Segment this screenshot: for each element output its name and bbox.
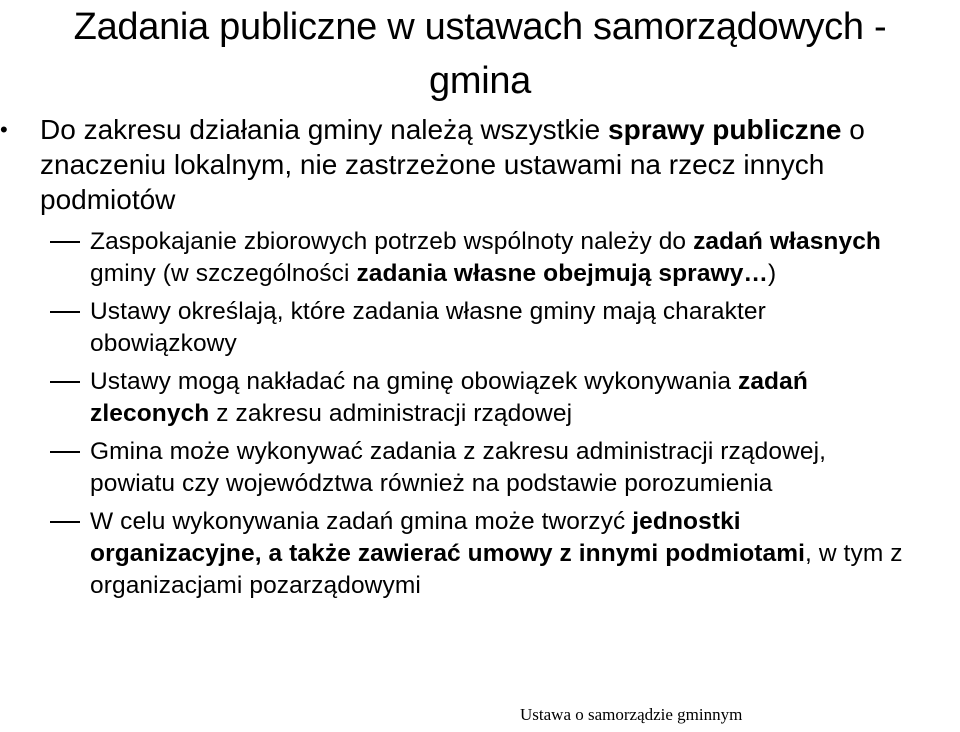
sub-bullet-1-bold-2: zadania własne obejmują sprawy…	[356, 260, 769, 287]
main-bullet-bold: sprawy publiczne	[608, 114, 842, 145]
main-bullet	[0, 112, 960, 217]
sub-bullet-1-text-3: )	[768, 260, 777, 287]
sub-bullet-5-text-2: , w tym z organizacjami pozarządowymi	[90, 540, 903, 599]
sub-bullet-3	[0, 366, 960, 430]
sub-bullet-2-text: Ustawy określają, które zadania własne gminy mają charakter obowiązkowy	[90, 298, 766, 357]
slide-title-line-2: gmina	[429, 60, 531, 102]
sub-bullet-5-bold: jednostki organizacyjne, a także zawierać umowy z innymi podmiotami	[90, 508, 806, 567]
dash-icon	[50, 381, 80, 383]
slide-title-line-1: Zadania publiczne w ustawach samorządowych -	[73, 6, 887, 48]
sub-bullet-3-text-2: z zakresu administracji rządowej	[209, 400, 573, 427]
sub-bullet-1	[0, 226, 960, 290]
dash-icon	[50, 241, 80, 243]
sub-bullet-3-text-1: Ustawy mogą nakładać na gminę obowiązek wykonywania	[90, 368, 738, 395]
main-bullet-text-1: Do zakresu działania gminy należą wszystkie	[40, 114, 609, 145]
sub-bullet-2	[0, 296, 960, 360]
sub-bullet-4	[0, 436, 960, 500]
sub-bullet-1-text-1: Zaspokajanie zbiorowych potrzeb wspólnoty należy do	[90, 228, 694, 255]
sub-bullet-1-text-2: gminy (w szczególności	[90, 260, 357, 287]
sub-bullet-1-bold-1: zadań własnych	[693, 228, 881, 255]
main-bullet-text-2: o znaczeniu lokalnym, nie zastrzeżone ustawami na rzecz innych podmiotów	[40, 114, 865, 215]
sub-bullet-5	[0, 506, 960, 602]
dash-icon	[50, 521, 80, 523]
sub-bullet-3-bold: zadań zleconych	[90, 368, 808, 427]
footer-source: Ustawa o samorządzie gminnym	[520, 705, 743, 724]
bullet-dot-icon: •	[0, 117, 8, 142]
dash-icon	[50, 311, 80, 313]
sub-bullet-5-text-1: W celu wykonywania zadań gmina może tworzyć	[90, 508, 633, 535]
sub-bullet-4-text: Gmina może wykonywać zadania z zakresu administracji rządowej, powiatu czy województwa również na podstawie porozumienia	[90, 438, 827, 497]
bullet-list	[0, 112, 960, 221]
slide-title	[0, 0, 960, 108]
sub-bullet-list	[0, 226, 960, 608]
dash-icon	[50, 451, 80, 453]
